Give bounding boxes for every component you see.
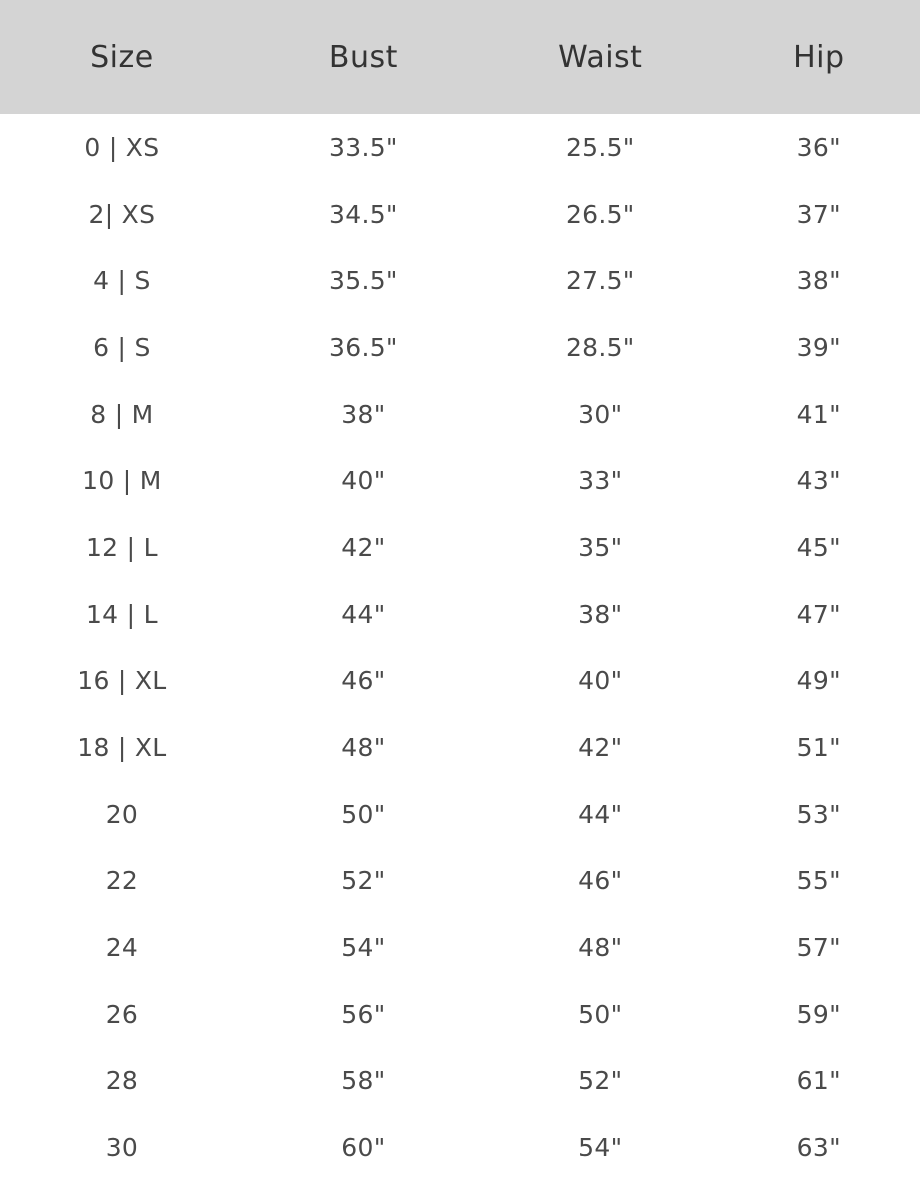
cell-hip: 63" — [796, 1133, 841, 1163]
cell-waist: 35" — [578, 532, 623, 562]
cell-waist: 54" — [578, 1133, 623, 1163]
cell-size: 2| XS — [88, 199, 156, 229]
table-row — [0, 114, 920, 181]
table-row — [0, 247, 920, 314]
cell-bust: 54" — [341, 933, 386, 963]
cell-bust: 50" — [341, 799, 386, 829]
cell-waist: 33" — [578, 466, 623, 496]
cell-waist: 48" — [578, 933, 623, 963]
cell-waist: 25.5" — [565, 132, 635, 162]
cell-bust: 38" — [341, 399, 386, 429]
cell-waist: 27.5" — [565, 266, 635, 296]
cell-hip: 57" — [796, 933, 841, 963]
cell-hip: 38" — [796, 266, 841, 296]
table-row — [0, 381, 920, 448]
cell-size: 0 | XS — [84, 132, 160, 162]
cell-hip: 43" — [796, 466, 841, 496]
table-row — [0, 848, 920, 915]
cell-size: 6 | S — [93, 332, 151, 362]
cell-bust: 46" — [341, 666, 386, 696]
cell-hip: 41" — [796, 399, 841, 429]
cell-size: 18 | XL — [77, 733, 167, 763]
column-header-size: Size — [90, 39, 154, 75]
cell-waist: 26.5" — [565, 199, 635, 229]
table-row — [0, 1048, 920, 1115]
cell-size: 24 — [105, 933, 139, 963]
cell-hip: 39" — [796, 332, 841, 362]
cell-size: 14 | L — [85, 599, 158, 629]
cell-bust: 42" — [341, 532, 386, 562]
table-header-row — [0, 0, 920, 114]
cell-size: 30 — [105, 1133, 139, 1163]
cell-waist: 40" — [578, 666, 623, 696]
cell-size: 28 — [105, 1066, 139, 1096]
table-row — [0, 648, 920, 715]
cell-bust: 35.5" — [329, 266, 398, 296]
cell-bust: 56" — [341, 999, 386, 1029]
table-row — [0, 1114, 920, 1181]
cell-size: 16 | XL — [77, 666, 167, 696]
table-row — [0, 914, 920, 981]
cell-hip: 51" — [796, 733, 841, 763]
cell-hip: 53" — [796, 799, 841, 829]
cell-bust: 48" — [341, 733, 386, 763]
cell-hip: 55" — [796, 866, 841, 896]
table-header — [0, 0, 920, 114]
cell-size: 20 — [105, 799, 139, 829]
cell-bust: 33.5" — [329, 132, 398, 162]
cell-hip: 49" — [796, 666, 841, 696]
cell-hip: 36" — [796, 132, 841, 162]
cell-bust: 44" — [341, 599, 386, 629]
cell-size: 4 | S — [93, 266, 151, 296]
cell-size: 12 | L — [85, 532, 158, 562]
table-row — [0, 181, 920, 248]
cell-bust: 40" — [341, 466, 386, 496]
cell-hip: 59" — [796, 999, 841, 1029]
table-row — [0, 447, 920, 514]
cell-hip: 45" — [796, 532, 841, 562]
cell-bust: 58" — [341, 1066, 386, 1096]
table-row — [0, 581, 920, 648]
table-row — [0, 514, 920, 581]
table-row — [0, 314, 920, 381]
cell-bust: 34.5" — [329, 199, 398, 229]
cell-size: 8 | M — [90, 399, 154, 429]
cell-bust: 60" — [341, 1133, 386, 1163]
table-body — [0, 114, 920, 1181]
cell-waist: 28.5" — [565, 332, 635, 362]
cell-waist: 50" — [578, 999, 623, 1029]
table-row — [0, 981, 920, 1048]
cell-bust: 52" — [341, 866, 386, 896]
cell-waist: 42" — [578, 733, 623, 763]
cell-size: 26 — [105, 999, 139, 1029]
cell-bust: 36.5" — [329, 332, 398, 362]
column-header-bust: Bust — [328, 39, 398, 75]
cell-hip: 61" — [796, 1066, 841, 1096]
cell-waist: 30" — [578, 399, 623, 429]
cell-hip: 37" — [796, 199, 841, 229]
column-header-waist: Waist — [558, 39, 643, 75]
table-row — [0, 714, 920, 781]
table-row — [0, 781, 920, 848]
cell-hip: 47" — [796, 599, 841, 629]
cell-waist: 46" — [578, 866, 623, 896]
cell-size: 22 — [105, 866, 139, 896]
cell-waist: 44" — [578, 799, 623, 829]
cell-size: 10 | M — [82, 466, 162, 496]
cell-waist: 52" — [578, 1066, 623, 1096]
column-header-hip: Hip — [793, 39, 845, 75]
cell-waist: 38" — [578, 599, 623, 629]
